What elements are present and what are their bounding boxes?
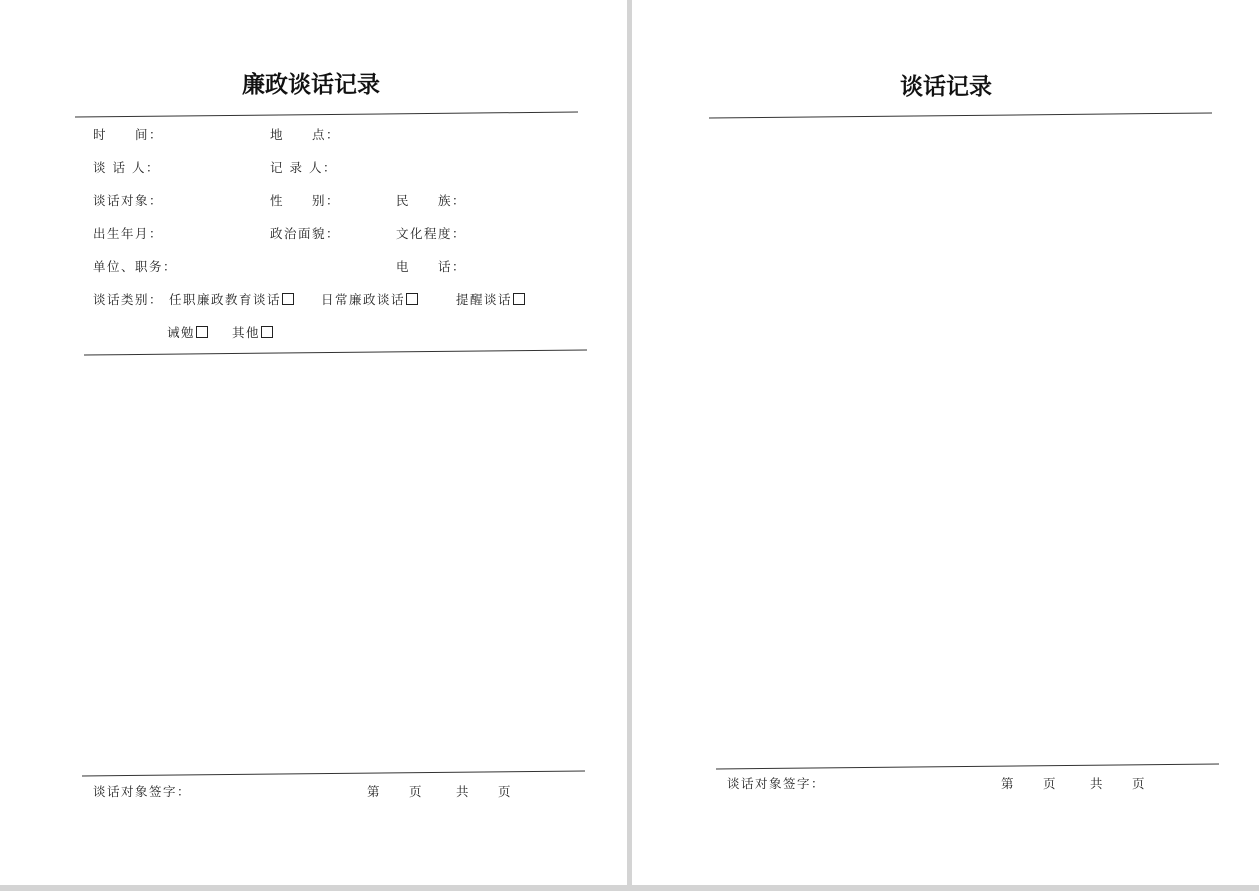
page-number-label: 第 页 [367, 784, 424, 799]
signature-label: 谈话对象签字： [727, 776, 826, 791]
field-talker-label: 谈 话 人： [93, 160, 160, 175]
category-label: 谈话类别： [93, 292, 164, 307]
footer-rule [82, 771, 585, 776]
page-total-label: 共 页 [1090, 776, 1147, 791]
header-rule [75, 112, 578, 117]
category-option-5 [232, 323, 273, 341]
field-time-label: 时 间： [93, 127, 164, 142]
page-number-label: 第 页 [1001, 776, 1058, 791]
field-place-label: 地 点： [270, 127, 341, 142]
info-bottom-rule [84, 350, 587, 355]
footer-rule [716, 764, 1219, 769]
category-option-label: 其他 [232, 325, 261, 340]
page-title: 廉政谈话记录 [242, 71, 380, 98]
checkbox[interactable] [513, 293, 525, 305]
category-option-2 [321, 290, 418, 308]
signature-label: 谈话对象签字： [93, 784, 192, 799]
field-birth-label: 出生年月： [93, 226, 164, 241]
category-option-1 [169, 290, 294, 308]
category-option-label: 日常廉政谈话 [321, 292, 406, 307]
header-rule [709, 113, 1212, 118]
document-page-2 [632, 0, 1259, 885]
checkbox[interactable] [196, 326, 208, 338]
field-unit-position-label: 单位、职务： [93, 259, 178, 274]
field-subject-label: 谈话对象： [93, 193, 164, 208]
document-page-1 [0, 0, 627, 885]
checkbox[interactable] [406, 293, 418, 305]
field-gender-label: 性 别： [270, 193, 341, 208]
field-political-label: 政治面貌： [270, 226, 341, 241]
field-recorder-label: 记 录 人： [270, 160, 337, 175]
field-phone-label: 电 话： [396, 259, 467, 274]
field-education-label: 文化程度： [396, 226, 467, 241]
page-title: 谈话记录 [900, 73, 992, 100]
category-option-label: 任职廉政教育谈话 [169, 292, 282, 307]
page-total-label: 共 页 [456, 784, 513, 799]
checkbox[interactable] [282, 293, 294, 305]
checkbox[interactable] [261, 326, 273, 338]
category-option-label: 提醒谈话 [456, 292, 513, 307]
divider-lines [632, 0, 1259, 885]
category-option-label: 诫勉 [167, 325, 196, 340]
category-option-4 [167, 323, 208, 341]
field-ethnicity-label: 民 族： [396, 193, 467, 208]
category-option-3 [456, 290, 525, 308]
